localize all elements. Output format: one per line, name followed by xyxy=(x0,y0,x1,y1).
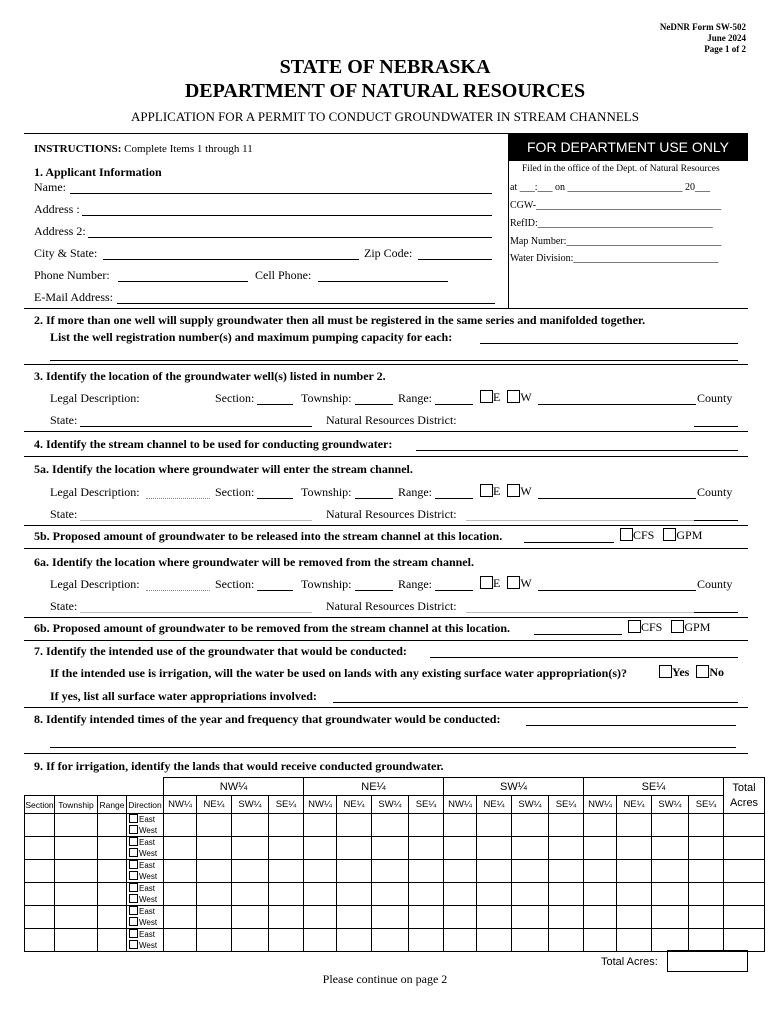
land-cell[interactable] xyxy=(25,906,55,929)
acres-cell[interactable] xyxy=(409,837,444,860)
col-township: Township xyxy=(55,796,98,814)
section-6a-title: 6a. Identify the location where groundwater will be removed from the stream channel. xyxy=(34,555,474,569)
direction-west-checkbox[interactable] xyxy=(129,848,138,857)
acres-cell[interactable] xyxy=(512,860,549,883)
cell-field[interactable] xyxy=(318,281,448,282)
acres-cell[interactable] xyxy=(689,837,724,860)
acres-cell[interactable] xyxy=(549,814,584,837)
land-cell[interactable] xyxy=(25,860,55,883)
s3-township-label: Township: xyxy=(301,391,352,405)
acres-cell[interactable] xyxy=(724,814,765,837)
s5b-amount-field[interactable] xyxy=(524,542,614,543)
acres-cell[interactable] xyxy=(232,814,269,837)
acres-cell[interactable] xyxy=(197,883,232,906)
direction-west-label: West xyxy=(139,918,158,927)
acres-cell[interactable] xyxy=(617,814,652,837)
direction-east-checkbox[interactable] xyxy=(129,929,138,938)
acres-cell[interactable] xyxy=(269,906,304,929)
s5a-county-field[interactable] xyxy=(538,498,696,499)
email-field[interactable] xyxy=(117,303,495,304)
s3-range-field[interactable] xyxy=(435,404,473,405)
acres-cell[interactable] xyxy=(652,906,689,929)
table-row xyxy=(25,837,765,860)
direction-east-checkbox[interactable] xyxy=(129,814,138,823)
quarter-header: NE¼ xyxy=(197,796,232,814)
land-cell[interactable] xyxy=(98,860,127,883)
acres-cell[interactable] xyxy=(512,814,549,837)
group-header-ne: NE¼ xyxy=(304,778,444,796)
s3-county-field[interactable] xyxy=(538,404,696,405)
acres-cell[interactable] xyxy=(512,906,549,929)
s3-direction: E W xyxy=(480,390,532,405)
quarter-header: NE¼ xyxy=(617,796,652,814)
acres-cell[interactable] xyxy=(409,860,444,883)
instructions xyxy=(34,143,253,155)
acres-cell[interactable] xyxy=(689,929,724,952)
acres-cell[interactable] xyxy=(269,883,304,906)
acres-cell[interactable] xyxy=(164,814,197,837)
address-label: Address : xyxy=(34,202,80,216)
acres-cell[interactable] xyxy=(269,929,304,952)
form-date: June 2024 xyxy=(707,33,746,43)
acres-cell[interactable] xyxy=(304,929,337,952)
s5a-range-label: Range: xyxy=(398,485,432,499)
col-range: Range xyxy=(98,796,127,814)
col-direction: Direction xyxy=(127,796,164,814)
s3-state-label: State: xyxy=(50,413,78,427)
lands-table xyxy=(24,777,765,952)
acres-cell[interactable] xyxy=(477,837,512,860)
address-field[interactable] xyxy=(82,215,492,216)
acres-cell[interactable] xyxy=(689,860,724,883)
acres-cell[interactable] xyxy=(304,883,337,906)
department-title: DEPARTMENT OF NATURAL RESOURCES xyxy=(184,80,586,102)
s5a-section-label: Section: xyxy=(215,485,255,499)
group-header-se: SE¼ xyxy=(584,778,724,796)
acres-cell[interactable] xyxy=(164,837,197,860)
direction-west-checkbox[interactable] xyxy=(129,825,138,834)
s5b-units: CFS GPM xyxy=(620,528,702,543)
acres-cell[interactable] xyxy=(409,814,444,837)
acres-cell[interactable] xyxy=(689,883,724,906)
land-cell[interactable] xyxy=(98,837,127,860)
quarter-header: SE¼ xyxy=(409,796,444,814)
acres-cell[interactable] xyxy=(652,814,689,837)
group-header-nw: NW¼ xyxy=(164,778,304,796)
cgw-field[interactable]: CGW-_____________________________________ xyxy=(510,200,722,211)
acres-cell[interactable] xyxy=(304,860,337,883)
land-cell[interactable] xyxy=(25,929,55,952)
direction-east-label: East xyxy=(139,815,156,824)
col-section: Section xyxy=(25,796,55,814)
acres-cell[interactable] xyxy=(617,883,652,906)
form-id xyxy=(660,22,746,55)
map-number-field[interactable]: Map Number:_______________________________ xyxy=(510,236,722,247)
acres-cell[interactable] xyxy=(409,929,444,952)
acres-cell[interactable] xyxy=(652,837,689,860)
s6b-units: CFS GPM xyxy=(628,620,710,635)
table-row xyxy=(25,883,765,906)
s5a-section-field[interactable] xyxy=(257,498,293,499)
acres-cell[interactable] xyxy=(197,814,232,837)
land-cell[interactable] xyxy=(98,929,127,952)
direction-east-label: East xyxy=(139,884,156,893)
acres-cell[interactable] xyxy=(232,837,269,860)
irrigation-yes-checkbox[interactable] xyxy=(659,665,672,678)
name-field[interactable] xyxy=(70,193,492,194)
acres-cell[interactable] xyxy=(444,906,477,929)
s6a-county-field[interactable] xyxy=(538,590,696,591)
land-cell[interactable] xyxy=(55,814,98,837)
s3-legal-label: Legal Description: xyxy=(50,391,140,405)
s5a-east-checkbox[interactable] xyxy=(480,484,493,497)
s3-nrd-field[interactable] xyxy=(694,426,738,427)
acres-cell[interactable] xyxy=(724,906,765,929)
direction-cell xyxy=(127,906,164,929)
direction-east-checkbox[interactable] xyxy=(129,883,138,892)
irrigation-no-checkbox[interactable] xyxy=(696,665,709,678)
acres-cell[interactable] xyxy=(477,860,512,883)
section-3-title: 3. Identify the location of the groundwater well(s) listed in number 2. xyxy=(34,369,386,383)
land-cell[interactable] xyxy=(55,837,98,860)
s3-range-label: Range: xyxy=(398,391,432,405)
acres-cell[interactable] xyxy=(584,814,617,837)
acres-cell[interactable] xyxy=(444,860,477,883)
acres-cell[interactable] xyxy=(584,906,617,929)
section-5a-title: 5a. Identify the location where groundwater will enter the stream channel. xyxy=(34,462,413,476)
direction-east-checkbox[interactable] xyxy=(129,906,138,915)
s6a-state-field[interactable] xyxy=(80,612,312,613)
table-row xyxy=(25,929,765,952)
direction-cell xyxy=(127,837,164,860)
quarter-header: NW¼ xyxy=(304,796,337,814)
acres-cell[interactable] xyxy=(232,860,269,883)
quarter-header: NW¼ xyxy=(444,796,477,814)
s6a-nrd-field[interactable] xyxy=(694,612,738,613)
land-cell[interactable] xyxy=(55,860,98,883)
phone-field[interactable] xyxy=(118,281,248,282)
direction-east-label: East xyxy=(139,930,156,939)
quarter-header: NE¼ xyxy=(477,796,512,814)
footer-continue: Please continue on page 2 xyxy=(322,972,448,986)
acres-cell[interactable] xyxy=(477,929,512,952)
s6b-cfs-checkbox[interactable] xyxy=(628,620,641,633)
acres-cell[interactable] xyxy=(689,814,724,837)
direction-east-checkbox[interactable] xyxy=(129,837,138,846)
quarter-header: NW¼ xyxy=(584,796,617,814)
acres-cell[interactable] xyxy=(269,837,304,860)
form-subtitle: APPLICATION FOR A PERMIT TO CONDUCT GROUNDWATER IN STREAM CHANNELS xyxy=(131,109,639,124)
acres-cell[interactable] xyxy=(512,837,549,860)
acres-cell[interactable] xyxy=(197,837,232,860)
filed-text: Filed in the office of the Dept. of Natural Resources xyxy=(522,164,720,174)
acres-cell[interactable] xyxy=(477,814,512,837)
acres-cell[interactable] xyxy=(549,906,584,929)
section-4-title: 4. Identify the stream channel to be used for conducting groundwater: xyxy=(34,437,393,451)
direction-east-label: East xyxy=(139,907,156,916)
well-registration-field[interactable] xyxy=(480,343,738,344)
intended-use-field[interactable] xyxy=(430,657,738,658)
s5a-direction: E W xyxy=(480,484,532,499)
direction-west-label: West xyxy=(139,895,158,904)
acres-cell[interactable] xyxy=(337,860,372,883)
email-label: E-Mail Address: xyxy=(34,290,113,304)
land-cell[interactable] xyxy=(25,814,55,837)
times-field[interactable] xyxy=(526,725,736,726)
acres-cell[interactable] xyxy=(197,860,232,883)
direction-west-checkbox[interactable] xyxy=(129,940,138,949)
land-cell[interactable] xyxy=(55,906,98,929)
land-cell[interactable] xyxy=(98,814,127,837)
water-division-field[interactable]: Water Division:_____________________________ xyxy=(510,253,719,264)
s6a-county-label: County xyxy=(697,577,733,591)
direction-east-label: East xyxy=(139,838,156,847)
s5a-state-label: State: xyxy=(50,507,78,521)
acres-cell[interactable] xyxy=(549,929,584,952)
s3-section-field[interactable] xyxy=(257,404,293,405)
acres-cell[interactable] xyxy=(372,860,409,883)
s6a-section-field[interactable] xyxy=(257,590,293,591)
acres-cell[interactable] xyxy=(724,883,765,906)
quarter-header: SE¼ xyxy=(269,796,304,814)
land-cell[interactable] xyxy=(25,837,55,860)
quarter-header: NE¼ xyxy=(337,796,372,814)
direction-west-label: West xyxy=(139,849,158,858)
s5a-township-label: Township: xyxy=(301,485,352,499)
zip-label: Zip Code: xyxy=(364,246,413,260)
s6a-section-label: Section: xyxy=(215,577,255,591)
acres-cell[interactable] xyxy=(337,906,372,929)
table-row xyxy=(25,814,765,837)
acres-cell[interactable] xyxy=(337,837,372,860)
s5a-west-checkbox[interactable] xyxy=(507,484,520,497)
s6a-township-label: Township: xyxy=(301,577,352,591)
acres-cell[interactable] xyxy=(652,929,689,952)
acres-cell[interactable] xyxy=(232,929,269,952)
acres-cell[interactable] xyxy=(584,860,617,883)
direction-cell xyxy=(127,883,164,906)
zip-field[interactable] xyxy=(418,259,492,260)
acres-cell[interactable] xyxy=(304,837,337,860)
acres-cell[interactable] xyxy=(444,814,477,837)
direction-west-checkbox[interactable] xyxy=(129,917,138,926)
table-row xyxy=(25,906,765,929)
s6a-range-field[interactable] xyxy=(435,590,473,591)
total-acres-header: Total Acres xyxy=(724,778,765,814)
form-number: NeDNR Form SW-502 xyxy=(659,22,746,32)
well-registration-field-2[interactable] xyxy=(50,360,738,361)
s5a-nrd-field[interactable] xyxy=(694,520,738,521)
direction-west-label: West xyxy=(139,826,158,835)
s6a-direction: E W xyxy=(480,576,532,591)
s3-section-label: Section: xyxy=(215,391,255,405)
acres-cell[interactable] xyxy=(337,883,372,906)
section-2-title: 2. If more than one well will supply groundwater then all must be registered in the same series and manifolded together. xyxy=(34,313,646,327)
total-acres-field[interactable] xyxy=(667,950,748,972)
s3-nrd-label: Natural Resources District: xyxy=(326,413,457,427)
s5a-state-field[interactable] xyxy=(80,520,312,521)
acres-cell[interactable] xyxy=(164,883,197,906)
quarter-header: SW¼ xyxy=(652,796,689,814)
group-header-sw: SW¼ xyxy=(444,778,584,796)
acres-cell[interactable] xyxy=(372,906,409,929)
section-5b-title: 5b. Proposed amount of groundwater to be released into the stream channel at this location. xyxy=(34,529,503,543)
acres-cell[interactable] xyxy=(197,929,232,952)
acres-cell[interactable] xyxy=(724,860,765,883)
direction-west-label: West xyxy=(139,941,158,950)
s6a-range-label: Range: xyxy=(398,577,432,591)
s3-township-field[interactable] xyxy=(355,404,393,405)
direction-east-label: East xyxy=(139,861,156,870)
s6b-gpm-checkbox[interactable] xyxy=(671,620,684,633)
acres-cell[interactable] xyxy=(304,814,337,837)
acres-cell[interactable] xyxy=(652,860,689,883)
appropriations-label: If yes, list all surface water appropriations involved: xyxy=(50,689,317,703)
land-cell[interactable] xyxy=(55,929,98,952)
section-7-title: 7. Identify the intended use of the groundwater that would be conducted: xyxy=(34,644,407,658)
direction-west-checkbox[interactable] xyxy=(129,894,138,903)
acres-cell[interactable] xyxy=(477,906,512,929)
acres-cell[interactable] xyxy=(232,906,269,929)
section-6b-title: 6b. Proposed amount of groundwater to be removed from the stream channel at this location. xyxy=(34,621,510,635)
acres-cell[interactable] xyxy=(164,929,197,952)
s3-west-checkbox[interactable] xyxy=(507,390,520,403)
s5a-county-label: County xyxy=(697,485,733,499)
s5a-township-field[interactable] xyxy=(355,498,393,499)
acres-cell[interactable] xyxy=(477,883,512,906)
acres-cell[interactable] xyxy=(724,837,765,860)
s6a-legal-label: Legal Description: xyxy=(50,577,140,591)
times-field-2[interactable] xyxy=(50,747,736,748)
acres-cell[interactable] xyxy=(584,929,617,952)
acres-cell[interactable] xyxy=(444,929,477,952)
section-9-title: 9. If for irrigation, identify the lands that would receive conducted groundwater. xyxy=(34,759,444,773)
direction-east-checkbox[interactable] xyxy=(129,860,138,869)
quarter-header: SW¼ xyxy=(512,796,549,814)
land-cell[interactable] xyxy=(98,906,127,929)
land-cell[interactable] xyxy=(55,883,98,906)
s6a-state-label: State: xyxy=(50,599,78,613)
city-state-label: City & State: xyxy=(34,246,98,260)
direction-cell xyxy=(127,860,164,883)
quarter-header: NW¼ xyxy=(164,796,197,814)
state-title: STATE OF NEBRASKA xyxy=(279,56,491,78)
acres-cell[interactable] xyxy=(197,906,232,929)
irrigation-answer: Yes No xyxy=(659,665,724,680)
acres-cell[interactable] xyxy=(269,814,304,837)
appropriations-field[interactable] xyxy=(333,702,738,703)
filed-at-field[interactable]: at ___:___ on _______________________ 20___ xyxy=(510,182,710,193)
s5b-cfs-checkbox[interactable] xyxy=(620,528,633,541)
acres-cell[interactable] xyxy=(512,929,549,952)
refid-field[interactable]: RefID:___________________________________ xyxy=(510,218,713,229)
quarter-header: SW¼ xyxy=(372,796,409,814)
acres-cell[interactable] xyxy=(409,906,444,929)
acres-cell[interactable] xyxy=(724,929,765,952)
land-cell[interactable] xyxy=(98,883,127,906)
direction-cell xyxy=(127,929,164,952)
s5a-range-field[interactable] xyxy=(435,498,473,499)
section-8-title: 8. Identify intended times of the year and frequency that groundwater would be conducted: xyxy=(34,712,501,726)
s6a-east-checkbox[interactable] xyxy=(480,576,493,589)
address2-field[interactable] xyxy=(88,237,492,238)
s3-county-label: County xyxy=(697,391,733,405)
acres-cell[interactable] xyxy=(584,837,617,860)
s5a-nrd-label: Natural Resources District: xyxy=(326,507,457,521)
direction-west-label: West xyxy=(139,872,158,881)
s6a-west-checkbox[interactable] xyxy=(507,576,520,589)
phone-label: Phone Number: xyxy=(34,268,110,282)
s6b-amount-field[interactable] xyxy=(534,634,622,635)
acres-cell[interactable] xyxy=(409,883,444,906)
s3-east-checkbox[interactable] xyxy=(480,390,493,403)
direction-cell xyxy=(127,814,164,837)
quarter-header: SE¼ xyxy=(689,796,724,814)
acres-cell[interactable] xyxy=(689,906,724,929)
acres-cell[interactable] xyxy=(232,883,269,906)
page-number: Page 1 of 2 xyxy=(704,44,746,54)
cell-label: Cell Phone: xyxy=(255,268,312,282)
quarter-header: SW¼ xyxy=(232,796,269,814)
acres-cell[interactable] xyxy=(372,814,409,837)
acres-cell[interactable] xyxy=(617,860,652,883)
acres-cell[interactable] xyxy=(372,883,409,906)
acres-cell[interactable] xyxy=(549,860,584,883)
acres-cell[interactable] xyxy=(372,929,409,952)
acres-cell[interactable] xyxy=(549,883,584,906)
instructions-text: Complete Items 1 through 11 xyxy=(124,143,253,155)
acres-cell[interactable] xyxy=(164,860,197,883)
quarter-header: SE¼ xyxy=(549,796,584,814)
s3-state-field[interactable] xyxy=(80,426,312,427)
acres-cell[interactable] xyxy=(444,837,477,860)
department-use-header: FOR DEPARTMENT USE ONLY xyxy=(508,134,748,161)
stream-channel-field[interactable] xyxy=(416,450,738,451)
section-2-sub: List the well registration number(s) and maximum pumping capacity for each: xyxy=(50,330,453,344)
land-cell[interactable] xyxy=(25,883,55,906)
direction-west-checkbox[interactable] xyxy=(129,871,138,880)
total-acres-label: Total Acres: xyxy=(601,956,658,968)
acres-cell[interactable] xyxy=(337,929,372,952)
address2-label: Address 2: xyxy=(34,224,86,238)
acres-cell[interactable] xyxy=(512,883,549,906)
acres-cell[interactable] xyxy=(584,883,617,906)
acres-cell[interactable] xyxy=(617,929,652,952)
city-state-field[interactable] xyxy=(103,259,359,260)
name-label: Name: xyxy=(34,180,66,194)
acres-cell[interactable] xyxy=(617,906,652,929)
acres-cell[interactable] xyxy=(652,883,689,906)
s5b-gpm-checkbox[interactable] xyxy=(663,528,676,541)
acres-cell[interactable] xyxy=(337,814,372,837)
s5a-legal-label: Legal Description: xyxy=(50,485,140,499)
acres-cell[interactable] xyxy=(549,837,584,860)
table-row xyxy=(25,860,765,883)
acres-cell[interactable] xyxy=(304,906,337,929)
acres-cell[interactable] xyxy=(269,860,304,883)
acres-cell[interactable] xyxy=(164,906,197,929)
instructions-label: INSTRUCTIONS: xyxy=(34,143,122,155)
irrigation-question: If the intended use is irrigation, will the water be used on lands with any existing surface water appropriation(s)? xyxy=(50,666,628,680)
s6a-nrd-label: Natural Resources District: xyxy=(326,599,457,613)
acres-cell[interactable] xyxy=(617,837,652,860)
section-1-title: 1. Applicant Information xyxy=(34,165,162,179)
s6a-township-field[interactable] xyxy=(355,590,393,591)
acres-cell[interactable] xyxy=(372,837,409,860)
acres-cell[interactable] xyxy=(444,883,477,906)
